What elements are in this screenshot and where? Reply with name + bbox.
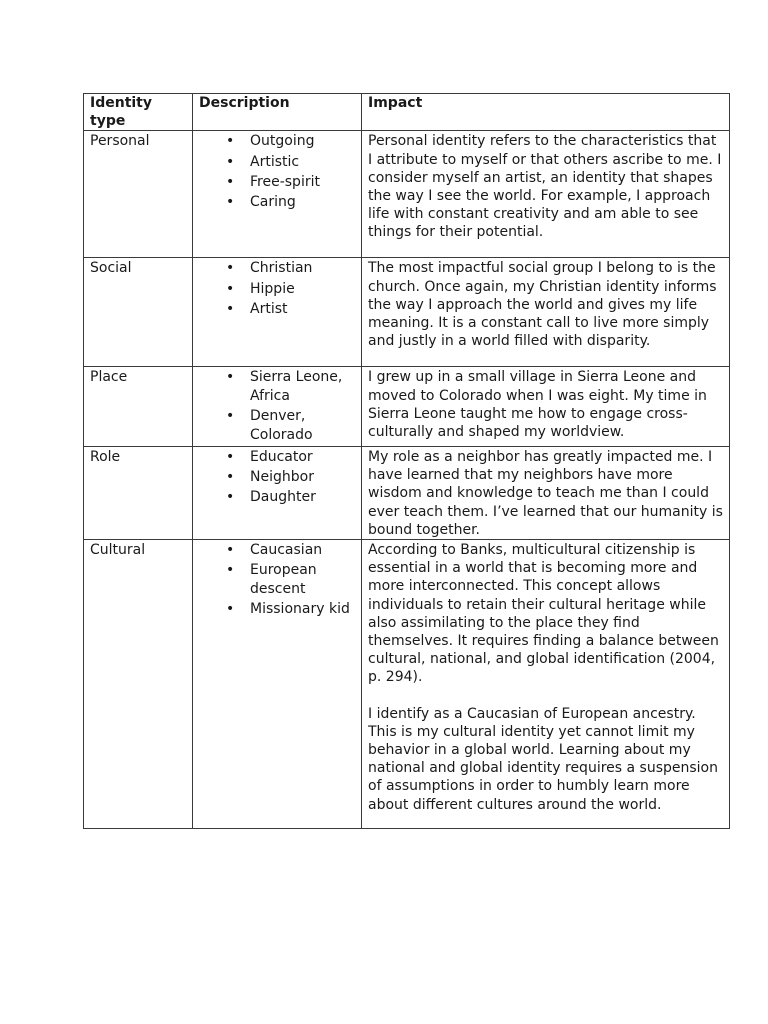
description-cell: [193, 258, 362, 367]
list-item: • Denver, Colorado: [250, 407, 355, 444]
list-item: • European descent: [250, 561, 355, 598]
list-item: • Caring: [250, 193, 355, 212]
description-list: [199, 541, 355, 619]
identity-type-cell: Place: [84, 367, 193, 447]
list-item: • Neighbor: [250, 468, 355, 487]
description-list: [199, 368, 355, 444]
impact-paragraph: According to Banks, multicultural citizenship is essential in a world that is becoming more and more interconnected. This concept allows individuals to retain their cultural heritage while also assimilating to the place they find themselves. It requires finding a balance between cultural, national, and global identification (2004, p. 294).: [368, 541, 719, 686]
identity-type-cell: Role: [84, 446, 193, 539]
table-row-cultural: [84, 539, 730, 828]
table-row-personal: [84, 131, 730, 258]
description-list: [199, 132, 355, 211]
description-cell: [193, 446, 362, 539]
impact-paragraph: Personal identity refers to the characteristics that I attribute to myself or that others ascribe to me. I consider myself an artist, an identity that shapes the way I see the world. For example, I approach life with constant creativity and am able to see things for their potential.: [368, 133, 722, 241]
list-item: • Educator: [250, 448, 355, 467]
description-cell: [193, 367, 362, 447]
impact-paragraph: The most impactful social group I belong to is the church. Once again, my Christian identity informs the way I approach the world and gives my life meaning. It is a constant call to live more simply and justly in a world filled with disparity.: [368, 260, 717, 350]
impact-paragraph: My role as a neighbor has greatly impacted me. I have learned that my neighbors have more wisdom and knowledge to teach me than I could ever teach them. I’ve learned that our humanity is bound together.: [368, 448, 723, 538]
description-list: [199, 259, 355, 318]
list-item: • Outgoing: [250, 132, 355, 151]
identity-type-cell: Social: [84, 258, 193, 367]
list-item: • Free-spirit: [250, 173, 355, 192]
list-item: • Hippie: [250, 280, 355, 299]
impact-cell: [362, 446, 730, 539]
description-cell: [193, 131, 362, 258]
list-item: • Caucasian: [250, 541, 355, 560]
list-item: • Christian: [250, 259, 355, 278]
header-description: Description: [193, 94, 362, 131]
description-cell: [193, 539, 362, 828]
list-item: • Artist: [250, 300, 355, 319]
header-impact: Impact: [362, 94, 730, 131]
list-item: • Daughter: [250, 488, 355, 507]
header-row: [84, 94, 730, 131]
identity-type-cell: Personal: [84, 131, 193, 258]
identity-type-cell: Cultural: [84, 539, 193, 828]
table-row-social: [84, 258, 730, 367]
impact-cell: [362, 131, 730, 258]
impact-cell: [362, 258, 730, 367]
list-item: • Missionary kid: [250, 600, 355, 619]
header-identity-type: Identity type: [84, 94, 193, 131]
impact-paragraph: I identify as a Caucasian of European ancestry. This is my cultural identity yet cannot limit my behavior in a global world. Learning about my national and global identity requires a suspension of assumptions in order to humbly learn more about different cultures around the world.: [368, 705, 718, 813]
list-item: • Artistic: [250, 153, 355, 172]
impact-cell: [362, 367, 730, 447]
impact-cell: [362, 539, 730, 828]
identity-table: [83, 93, 730, 829]
table-row-role: [84, 446, 730, 539]
impact-paragraph: I grew up in a small village in Sierra Leone and moved to Colorado when I was eight. My time in Sierra Leone taught me how to engage cross-culturally and shaped my worldview.: [368, 369, 707, 441]
table-row-place: [84, 367, 730, 447]
list-item: • Sierra Leone, Africa: [250, 368, 355, 405]
description-list: [199, 448, 355, 507]
